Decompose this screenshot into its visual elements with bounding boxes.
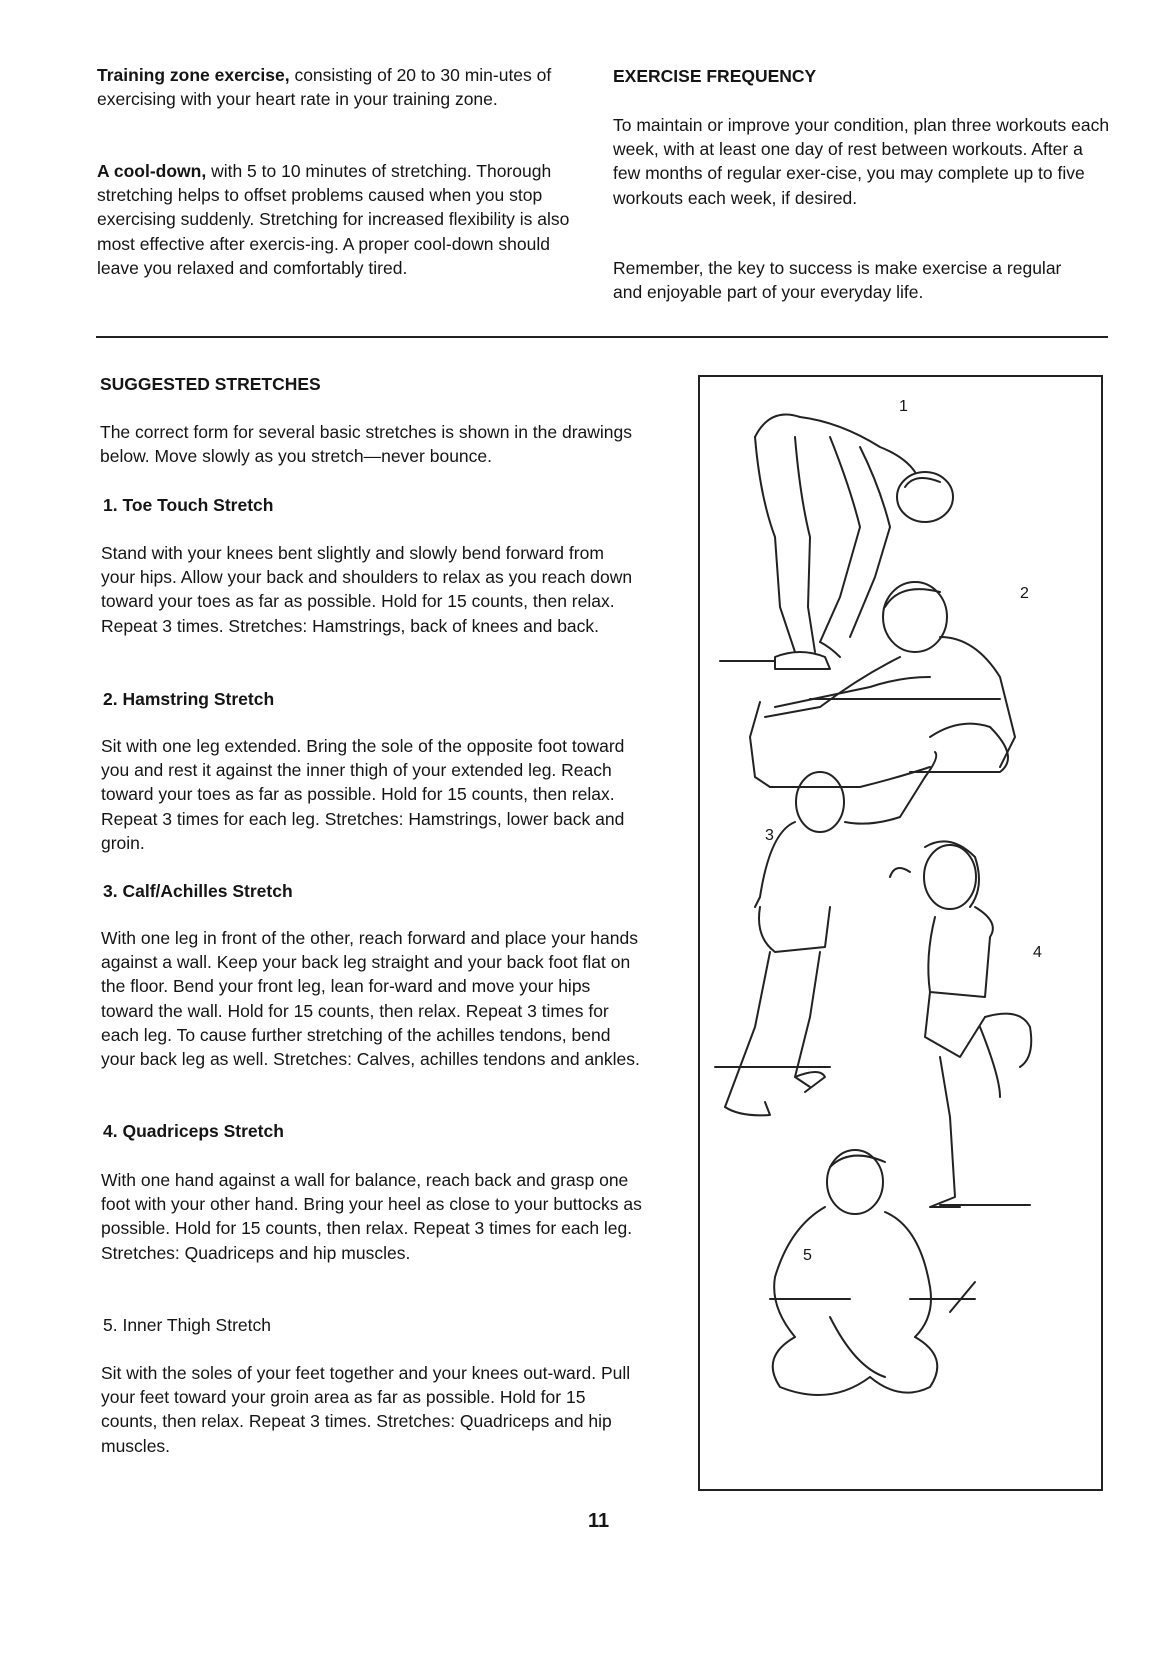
exercise-frequency-heading: EXERCISE FREQUENCY xyxy=(613,66,817,86)
stretch-5-text: Sit with the soles of your feet together and your knees out-ward. Pull your feet toward your groin area as far as possible. Hold for 15 counts, then relax. Repeat 3 times. Stretches: Quadriceps and hip muscles. xyxy=(101,1363,631,1456)
training-zone-text: consisting of 20 to 30 min-utes of exercising with your heart rate in your training zone. xyxy=(97,65,552,110)
figure-5-inner-thigh-drawing xyxy=(770,1150,975,1395)
stretch-3-text: With one leg in front of the other, reach forward and place your hands against a wall. Keep your back leg straight and your back foot flat on the floor. Bend your front leg, lean for-ward and move your hips toward the wall. Hold for 15 counts, then relax. Repeat 3 times for each leg. To cause further stretching of the achilles tendons, bend your back leg as well. Stretches: Calves, achilles tendons and ankles. xyxy=(101,928,640,1070)
stretch-1-title: 1. Toe Touch Stretch xyxy=(103,495,274,515)
stretch-1-text: Stand with your knees bent slightly and slowly bend forward from your hips. Allow your back and shoulders to relax as you reach down toward your toes as far as possible. Hold for 15 counts, then relax. Repeat 3 times. Stretches: Hamstrings, back of knees and back. xyxy=(101,543,633,636)
figure-4-quadriceps-drawing xyxy=(890,841,1031,1207)
cooldown-text: with 5 to 10 minutes of stretching. Thorough stretching helps to offset problems caused when you stop exercising suddenly. Stretching for increased flexibility is also most effective after exercis-ing. A proper cool-down should leave you relaxed and comfortably tired. xyxy=(97,161,570,278)
training-zone-lead: Training zone exercise, xyxy=(97,65,290,85)
stretch-4-title: 4. Quadriceps Stretch xyxy=(103,1121,284,1141)
figure-label-3: 3 xyxy=(765,827,774,844)
stretch-drawings xyxy=(700,377,1101,1489)
figure-label-1: 1 xyxy=(899,398,908,415)
stretch-3-title: 3. Calf/Achilles Stretch xyxy=(103,881,293,901)
figure-label-5: 5 xyxy=(803,1247,812,1264)
cooldown-lead: A cool-down, xyxy=(97,161,207,181)
suggested-stretches-heading: SUGGESTED STRETCHES xyxy=(100,374,321,394)
exercise-frequency-paragraph-2: Remember, the key to success is make exercise a regular and enjoyable part of your everyday life. xyxy=(613,258,1062,303)
stretch-5-title: 5. Inner Thigh Stretch xyxy=(103,1315,271,1335)
figure-1-toe-touch-drawing xyxy=(720,415,953,670)
stretch-illustrations xyxy=(698,375,1103,1491)
figure-3-calf-drawing xyxy=(715,752,936,1115)
training-zone-paragraph xyxy=(97,63,577,111)
exercise-frequency-paragraph-1: To maintain or improve your condition, plan three workouts each week, with at least one day of rest between workouts. After a few months of regular exer-cise, you may complete up to five workouts each week, if desired. xyxy=(613,115,1110,208)
stretch-2-title: 2. Hamstring Stretch xyxy=(103,689,275,709)
figure-label-2: 2 xyxy=(1020,585,1029,602)
figure-2-hamstring-drawing xyxy=(750,582,1015,787)
cooldown-paragraph xyxy=(97,159,582,280)
stretches-intro: The correct form for several basic stretches is shown in the drawings below. Move slowly as you stretch—never bounce. xyxy=(100,422,633,467)
section-divider xyxy=(96,336,1108,338)
stretch-2-text: Sit with one leg extended. Bring the sole of the opposite foot toward you and rest it against the inner thigh of your extended leg. Reach toward your toes as far as possible. Hold for 15 counts, then relax. Repeat 3 times for each leg. Stretches: Hamstrings, lower back and groin. xyxy=(101,736,625,853)
page-number: 11 xyxy=(588,1510,610,1532)
figure-label-4: 4 xyxy=(1033,944,1042,961)
stretch-4-text: With one hand against a wall for balance, reach back and grasp one foot with your other hand. Bring your heel as close to your buttocks as possible. Hold for 15 counts, then relax. Repeat 3 times for each leg. Stretches: Quadriceps and hip muscles. xyxy=(101,1170,642,1263)
